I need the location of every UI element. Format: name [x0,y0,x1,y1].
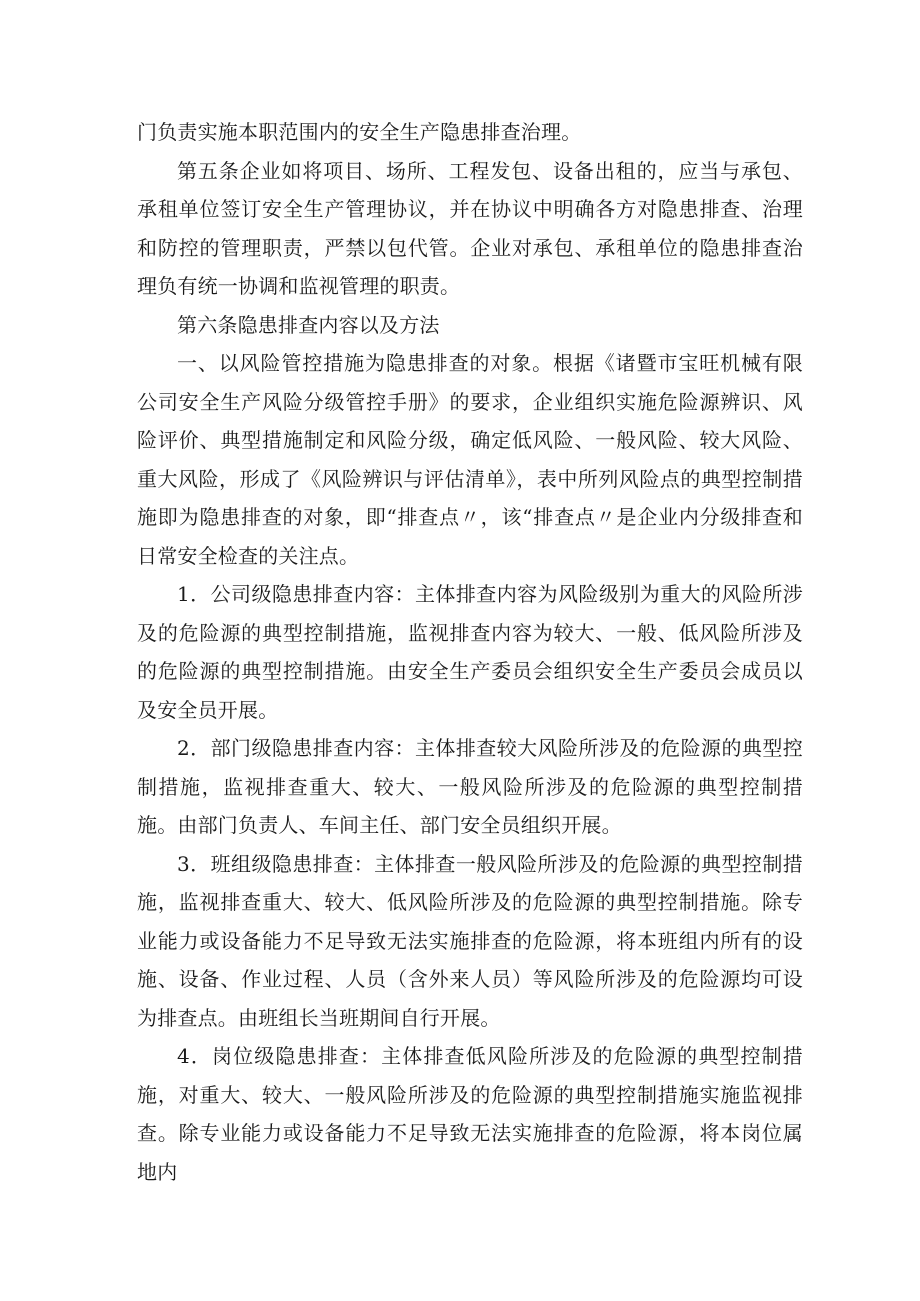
paragraph-department-level: 2．部门级隐患排查内容：主体排查较大风险所涉及的危险源的典型控制措施，监视排查重大、较大、一般风险所涉及的危险源的典型控制措施。由部门负责人、车间主任、部门安全员组织开展。 [137,736,803,837]
paragraph-team-level: 3．班组级隐患排查：主体排查一般风险所涉及的危险源的典型控制措施，监视排查重大、较大、低风险所涉及的危险源的典型控制措施。除专业能力或设备能力不足导致无法实施排查的危险源，将本班组内所有的设施、设备、作业过程、人员（含外来人员）等风险所涉及的危险源均可设为排查点。由班组长当班期间自行开展。 [137,851,803,1030]
paragraph-company-level: 1．公司级隐患排查内容：主体排查内容为风险级别为重大的风险所涉及的危险源的典型控制措施，监视排查内容为较大、一般、低风险所涉及的危险源的典型控制措施。由安全生产委员会组织安全生产委员会成员以及安全员开展。 [137,582,803,722]
paragraph-continuation: 门负责实施本职范围内的安全生产隐患排查治理。 [137,120,582,144]
paragraph-article-6-heading: 第六条隐患排查内容以及方法 [177,312,440,337]
paragraph-section-1: 一、以风险管控措施为隐患排查的对象。根据《诸暨市宝旺机械有限公司安全生产风险分级管控手册》的要求，企业组织实施危险源辨识、风险评价、典型措施制定和风险分级，确定低风险、一般风险、较大风险、重大风险，形成了《风险辨识与评估清单》，表中所列风险点的典型控制措施即为隐患排查的对象，即“排查点〃，该“排查点〃是企业内分级排查和日常安全检查的关注点。 [137,351,803,568]
document-body [137,113,803,1191]
paragraph-post-level: 4．岗位级隐患排查：主体排查低风险所涉及的危险源的典型控制措施，对重大、较大、一般风险所涉及的危险源的典型控制措施实施监视排查。除专业能力或设备能力不足导致无法实施排查的危险源，将本岗位属地内 [137,1044,803,1184]
paragraph-article-5: 第五条企业如将项目、场所、工程发包、设备出租的，应当与承包、承租单位签订安全生产管理协议，并在协议中明确各方对隐患排查、治理和防控的管理职责，严禁以包代管。企业对承包、承租单位的隐患排查治理负有统一协调和监视管理的职责。 [137,158,803,298]
